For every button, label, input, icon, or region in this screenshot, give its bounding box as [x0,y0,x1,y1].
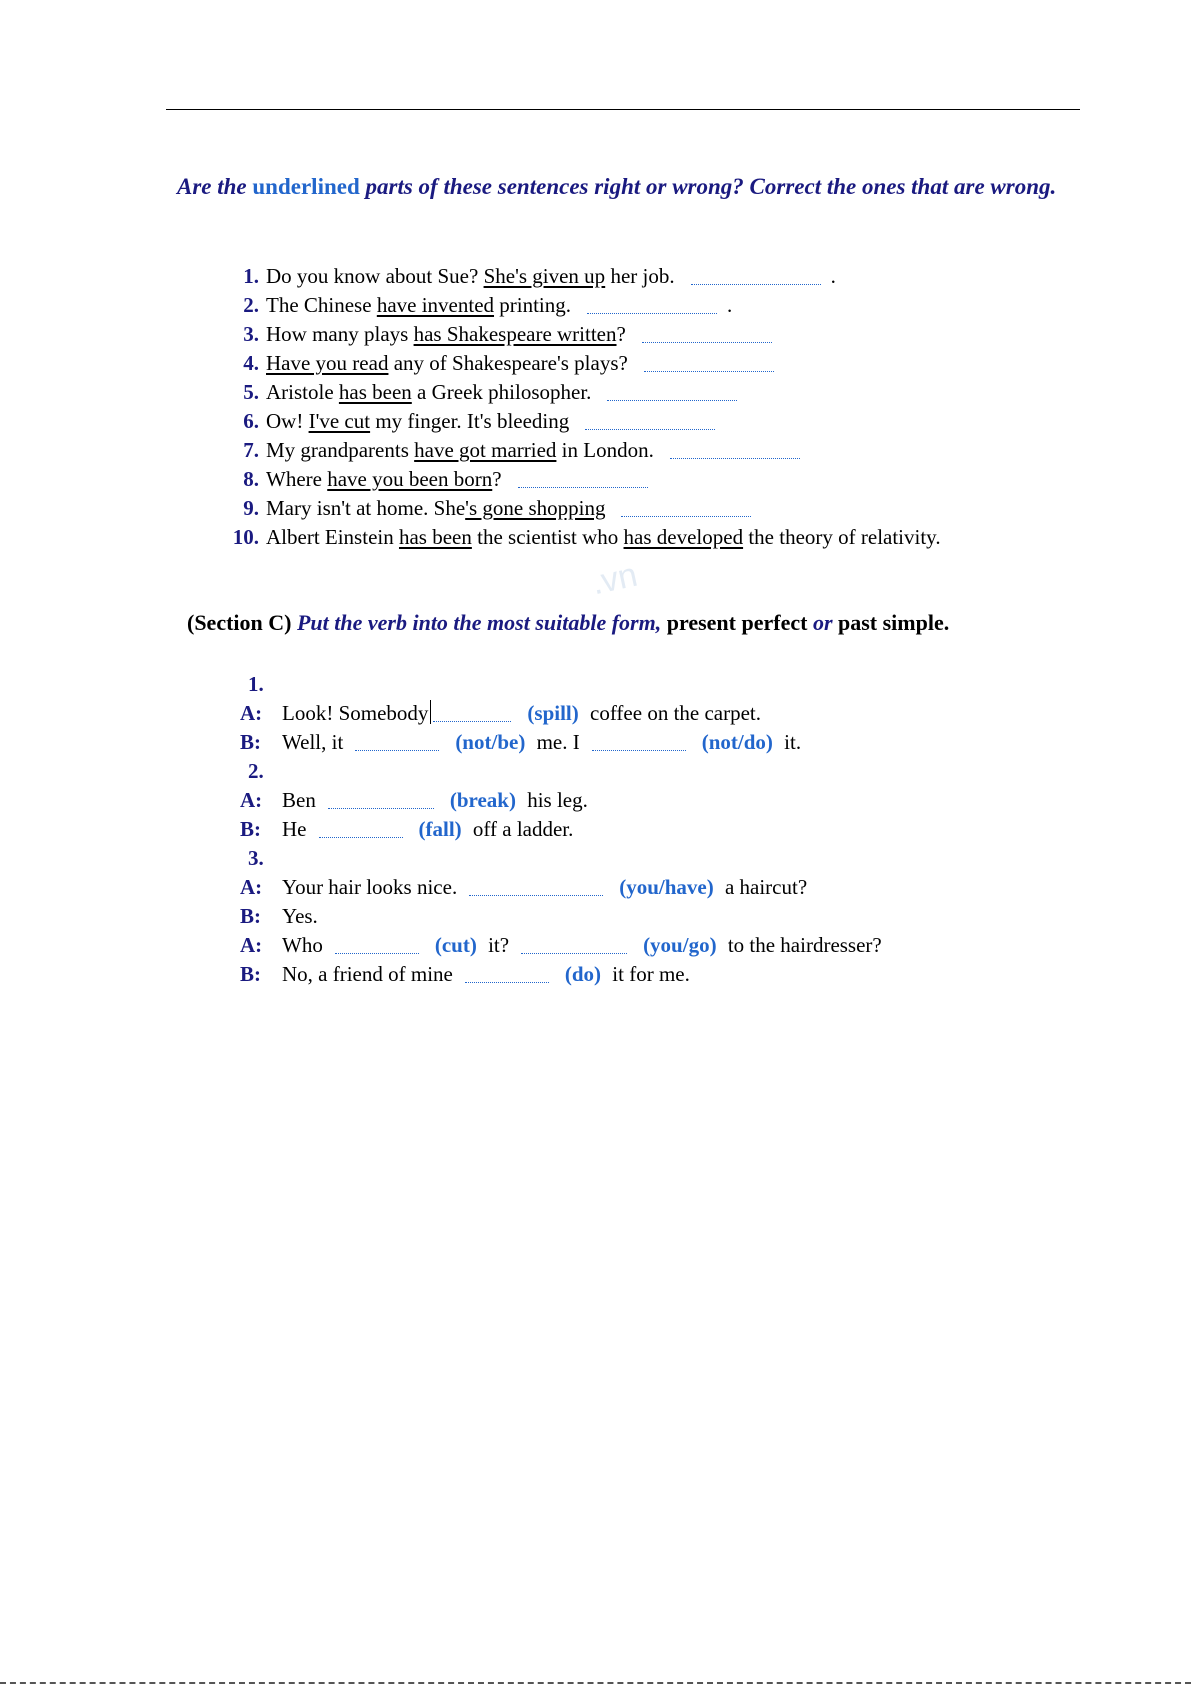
answer-blank[interactable] [585,409,715,430]
answer-blank[interactable] [335,933,419,954]
text-cursor [430,700,431,724]
verb-hint: (not/do) [701,730,773,754]
verb-hint: (do) [564,962,602,986]
list-item: 10. Albert Einstein has been the scientist who has developed the theory of relativity. [215,523,1115,552]
dialogue-line: B: He (fall) off a ladder. [240,815,1140,844]
item-number: 5. [243,380,259,404]
verb-hint: (cut) [434,933,477,957]
answer-blank[interactable] [670,438,800,459]
item-number: 3. [243,322,259,346]
verb-hint: (fall) [418,817,462,841]
underlined-word: underlined [252,174,360,199]
section-c-instruction: (Section C) Put the verb into the most suitable form, present perfect or past simple. [187,610,950,635]
answer-blank[interactable] [644,351,774,372]
answer-blank[interactable] [469,875,603,896]
page-bottom-rule [0,1682,1191,1684]
underlined-part: has developed [623,525,744,549]
speaker-label: B: [240,962,261,986]
answer-blank[interactable] [355,730,439,751]
verb-hint: (spill) [527,701,579,725]
answer-blank[interactable] [621,496,751,517]
verb-hint: (not/be) [455,730,526,754]
underlined-part: have you been born [327,467,493,491]
dialogue-line: A: Who (cut) it? (you/go) to the hairdresser? [240,931,1140,960]
list-item: 6. Ow! I've cut my finger. It's bleeding [215,407,1115,436]
underlined-part: has Shakespeare written [413,322,617,346]
dialogue-number: 1. [248,672,264,696]
list-item: 5. Aristole has been a Greek philosopher. [215,378,1115,407]
speaker-label: A: [240,875,263,899]
dialogue-line: A: Your hair looks nice. (you/have) a haircut? [240,873,1140,902]
item-number: 10. [232,525,259,549]
underlined-part: 's gone shopping [465,496,606,520]
answer-blank[interactable] [319,817,403,838]
list-item: 2. The Chinese have invented printing. . [215,291,1115,320]
speaker-label: B: [240,730,261,754]
verb-hint: (break) [449,788,516,812]
speaker-label: B: [240,817,261,841]
item-number: 6. [243,409,259,433]
answer-blank[interactable] [587,293,717,314]
dialogue-line: A: Look! Somebody (spill) coffee on the carpet. [240,699,1140,728]
answer-blank[interactable] [433,701,511,722]
list-item: 8. Where have you been born? [215,465,1115,494]
dialogue-line: B: Well, it (not/be) me. I (not/do) it. [240,728,1140,757]
answer-blank[interactable] [521,933,627,954]
dialogue-line: A: Ben (break) his leg. [240,786,1140,815]
underlined-part: I've cut [308,409,371,433]
verb-hint: (you/go) [643,933,717,957]
list-item: 9. Mary isn't at home. She's gone shopping [215,494,1115,523]
speaker-label: B: [240,904,261,928]
item-number: 8. [243,467,259,491]
dialogue-line: B: Yes. [240,902,1140,931]
dialogue-number: 2. [248,759,264,783]
underlined-part: has been [338,380,412,404]
answer-blank[interactable] [518,467,648,488]
underlined-part: She's given up [483,264,606,288]
answer-blank[interactable] [592,730,686,751]
list-item: 7. My grandparents have got married in London. [215,436,1115,465]
answer-blank[interactable] [607,380,737,401]
underlined-part: has been [398,525,472,549]
item-number: 4. [243,351,259,375]
answer-blank[interactable] [691,264,821,285]
item-number: 2. [243,293,259,317]
speaker-label: A: [240,788,263,812]
list-item: 3. How many plays has Shakespeare written? [215,320,1115,349]
watermark: .vn [588,555,641,603]
dialogue-exercises [240,670,1140,989]
underlined-part: Have you read [266,351,389,375]
item-number: 9. [243,496,259,520]
exercise-list [215,262,1115,552]
verb-hint: (you/have) [619,875,714,899]
answer-blank[interactable] [465,962,549,983]
header-rule [166,109,1080,110]
section-b-instruction: Are the underlined parts of these sentences right or wrong? Correct the ones that are wrong. [177,174,1057,199]
answer-blank[interactable] [642,322,772,343]
speaker-label: A: [240,933,263,957]
dialogue-number: 3. [248,846,264,870]
item-number: 1. [243,264,259,288]
dialogue-line: B: No, a friend of mine (do) it for me. [240,960,1140,989]
answer-blank[interactable] [328,788,434,809]
speaker-label: A: [240,701,263,725]
list-item: 4. Have you read any of Shakespeare's plays? [215,349,1115,378]
underlined-part: have got married [414,438,557,462]
item-number: 7. [243,438,259,462]
underlined-part: have invented [376,293,495,317]
list-item: 1. Do you know about Sue? She's given up her job. . [215,262,1115,291]
